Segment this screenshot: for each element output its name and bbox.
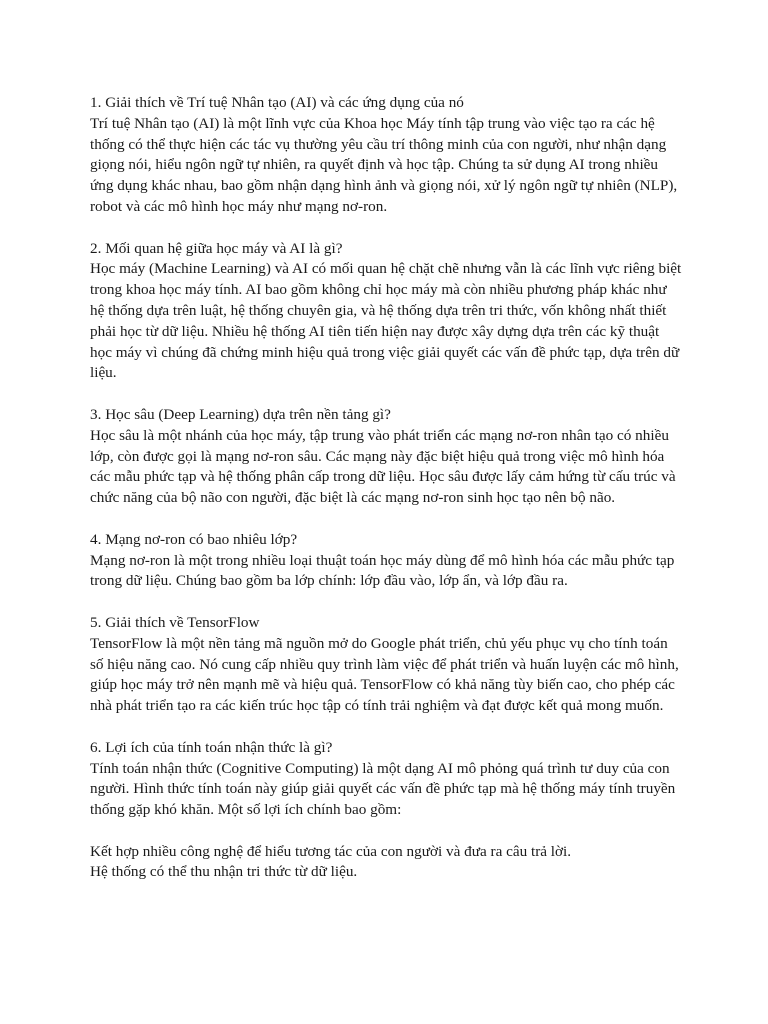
section-6 <box>90 738 682 821</box>
section-body: Học sâu là một nhánh của học máy, tập trung vào phát triển các mạng nơ-ron nhân tạo có nhiều lớp, còn được gọi là mạng nơ-ron sâu. Các mạng này đặc biệt hiệu quả trong việc mô hình hóa các mẫu phức tạp và hệ thống phân cấp trong dữ liệu. Học sâu được lấy cảm hứng từ cấu trúc và chức năng của bộ não con người, đặc biệt là các mạng nơ-ron sinh học tạo nên bộ não. <box>90 426 676 507</box>
section-body: Trí tuệ Nhân tạo (AI) là một lĩnh vực của Khoa học Máy tính tập trung vào việc tạo ra các hệ thống có thể thực hiện các tác vụ thường yêu cầu trí thông minh của con người, như nhận dạng giọng nói, hiểu ngôn ngữ tự nhiên, ra quyết định và học tập. Chúng ta sử dụng AI trong nhiều ứng dụng khác nhau, bao gồm nhận dạng hình ảnh và giọng nói, xử lý ngôn ngữ tự nhiên (NLP), robot và các mô hình học máy như mạng nơ-ron. <box>90 114 678 215</box>
list-item: Kết hợp nhiều công nghệ để hiểu tương tác của con người và đưa ra câu trả lời. <box>90 842 572 860</box>
section-body: TensorFlow là một nền tảng mã nguồn mở do Google phát triển, chủ yếu phục vụ cho tính toán số hiệu năng cao. Nó cung cấp nhiều quy trình làm việc để phát triển và huấn luyện các mô hình, giúp học máy trở nên mạnh mẽ và hiệu quả. TensorFlow có khả năng tùy biến cao, cho phép các nhà phát triển tạo ra các kiến trúc học tập có tính trải nghiệm và đạt được kết quả mong muốn. <box>90 634 679 715</box>
section-heading: 4. Mạng nơ-ron có bao nhiêu lớp? <box>90 530 298 548</box>
list-item: Hệ thống có thể thu nhận tri thức từ dữ liệu. <box>90 863 358 881</box>
section-4 <box>90 530 682 592</box>
section-1 <box>90 93 682 218</box>
section-heading: 2. Mối quan hệ giữa học máy và AI là gì? <box>90 239 343 257</box>
section-heading: 5. Giải thích về TensorFlow <box>90 613 260 631</box>
section-heading: 1. Giải thích về Trí tuệ Nhân tạo (AI) và các ứng dụng của nó <box>90 94 464 111</box>
section-body: Tính toán nhận thức (Cognitive Computing) là một dạng AI mô phỏng quá trình tư duy của con người. Hình thức tính toán này giúp giải quyết các vấn đề phức tạp mà hệ thống máy tính truyền thống gặp khó khăn. Một số lợi ích chính bao gồm: <box>90 759 676 819</box>
section-body: Học máy (Machine Learning) và AI có mối quan hệ chặt chẽ nhưng vẫn là các lĩnh vực riêng biệt trong khoa học máy tính. AI bao gồm không chỉ học máy mà còn nhiều phương pháp khác như hệ thống dựa trên luật, hệ thống chuyên gia, và hệ thống dựa trên tri thức, vốn không nhất thiết phải học từ dữ liệu. Nhiều hệ thống AI tiên tiến hiện nay được xây dựng dựa trên các kỹ thuật học máy vì chúng đã chứng minh hiệu quả trong việc giải quyết các vấn đề phức tạp, dựa trên dữ liệu. <box>90 260 682 382</box>
section-5 <box>90 613 682 717</box>
document-page <box>90 93 682 883</box>
section-body: Mạng nơ-ron là một trong nhiều loại thuật toán học máy dùng để mô hình hóa các mẫu phức tạp trong dữ liệu. Chúng bao gồm ba lớp chính: lớp đầu vào, lớp ẩn, và lớp đầu ra. <box>90 551 675 590</box>
section-2 <box>90 239 682 385</box>
benefits-list <box>90 842 682 884</box>
section-heading: 6. Lợi ích của tính toán nhận thức là gì? <box>90 738 333 756</box>
section-3 <box>90 405 682 509</box>
section-heading: 3. Học sâu (Deep Learning) dựa trên nền tảng gì? <box>90 405 391 423</box>
